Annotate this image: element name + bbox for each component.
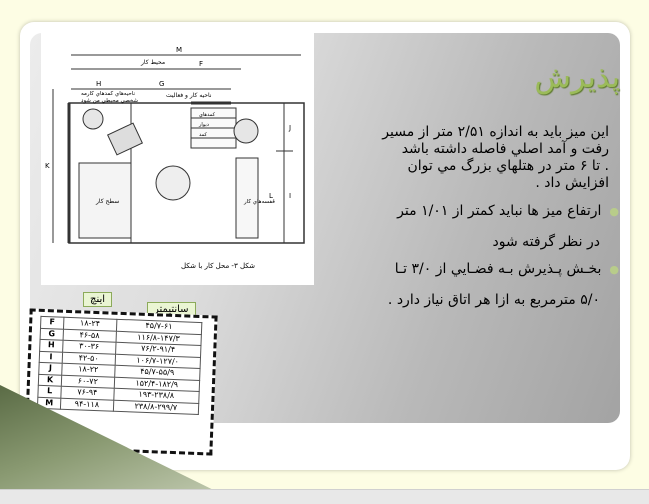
- plan-text: شخصي محيطي من شود: [81, 98, 139, 104]
- dim-label: I: [289, 192, 292, 200]
- bullet-dot-icon: ●: [609, 263, 619, 276]
- dim-label: H: [96, 80, 102, 88]
- row-inch-value: ۳۰-۳۶: [63, 340, 116, 354]
- bullet-text: در نظر گرفته شود: [492, 234, 600, 250]
- row-key: K: [38, 374, 61, 386]
- row-cm-value: ۴۵/۷-۵۵/۹: [114, 365, 200, 380]
- bullet-text: ۵/۰ مترمربع به ازا هر اتاق نياز دارد .: [387, 292, 600, 308]
- plan-text: ناحيه‌هاي كمدهاي كارمه: [81, 91, 136, 97]
- row-key: M: [37, 397, 60, 409]
- row-cm-value: ۲۳۸/۸-۲۹۹/۷: [113, 400, 199, 415]
- slide-title: پذيرش: [534, 60, 620, 95]
- dim-label: F: [199, 60, 204, 68]
- intro-line: اين ميز بايد به اندازه ۲/۵۱ متر از مسير: [382, 124, 609, 140]
- row-key: I: [39, 351, 62, 363]
- dim-label: G: [159, 80, 165, 88]
- row-inch-value: ۱۸-۲۴: [64, 317, 117, 331]
- dim-label: J: [289, 124, 292, 132]
- intro-paragraph: [382, 124, 609, 192]
- row-inch-value: ۶۰-۷۲: [61, 375, 114, 389]
- row-key: F: [41, 316, 64, 328]
- floor-plan-drawing: [41, 33, 314, 285]
- dim-label: K: [45, 162, 50, 170]
- row-inch-value: ۴۶-۵۸: [63, 329, 116, 343]
- row-cm-value: ۱۱۶/۸-۱۴۷/۳: [116, 331, 202, 346]
- plan-text: سطح كار: [96, 198, 120, 205]
- plan-text: كمدهاي: [199, 112, 215, 118]
- row-cm-value: ۱۹۳-۲۳۸/۸: [113, 388, 199, 403]
- plan-text: ديوار: [199, 122, 210, 128]
- bullet-dot-icon: ●: [609, 205, 619, 218]
- row-cm-value: ۷۶/۲-۹۱/۴: [115, 342, 201, 357]
- plan-caption: شكل ۳- محل كار با شكل: [181, 262, 255, 270]
- intro-line: افزايش داد .: [535, 175, 609, 191]
- intro-line: رفت و آمد اصلي فاصله داشته باشد: [401, 141, 609, 157]
- bullet-item-height: [397, 196, 619, 257]
- row-cm-value: ۴۵/۷-۶۱: [116, 319, 202, 334]
- row-inch-value: ۷۶-۹۴: [61, 386, 114, 400]
- plan-text: محيط كار: [141, 59, 166, 66]
- plan-text: قفسه‌هاي كار: [244, 199, 275, 205]
- callout-centimeter: سانتيمتر: [147, 302, 196, 317]
- dim-label: M: [176, 46, 183, 54]
- bullet-text: ارتفاع ميز ها نبايد كمتر از ۱/۰۱ متر: [397, 203, 602, 219]
- row-key: H: [40, 339, 63, 351]
- row-inch-value: ۱۸-۲۲: [62, 363, 115, 377]
- row-cm-value: ۱۰۶/۷-۱۲۷/۰: [115, 354, 201, 369]
- row-inch-value: ۴۲-۵۰: [62, 352, 115, 366]
- row-cm-value: ۱۵۲/۴-۱۸۲/۹: [114, 377, 200, 392]
- row-inch-value: ۹۴-۱۱۸: [60, 398, 113, 412]
- bottom-scroll-strip: [0, 489, 649, 504]
- row-key: J: [39, 362, 62, 374]
- row-key: L: [38, 385, 61, 397]
- plan-text: ناحيه كار و فعاليت: [166, 92, 212, 99]
- callout-inch: اينچ: [83, 292, 112, 307]
- plan-text: كمد: [199, 132, 207, 138]
- floor-plan-figure: [41, 33, 314, 285]
- bullet-text: بخـش پـذيرش بـه فضـايي از ۳/۰ تـا: [394, 261, 602, 277]
- bullet-item-area: [388, 254, 619, 315]
- intro-line: . تا ۶ متر در هتلهاي بزرگ مي توان: [407, 158, 609, 174]
- row-key: G: [40, 328, 63, 340]
- dim-label: L: [269, 192, 273, 200]
